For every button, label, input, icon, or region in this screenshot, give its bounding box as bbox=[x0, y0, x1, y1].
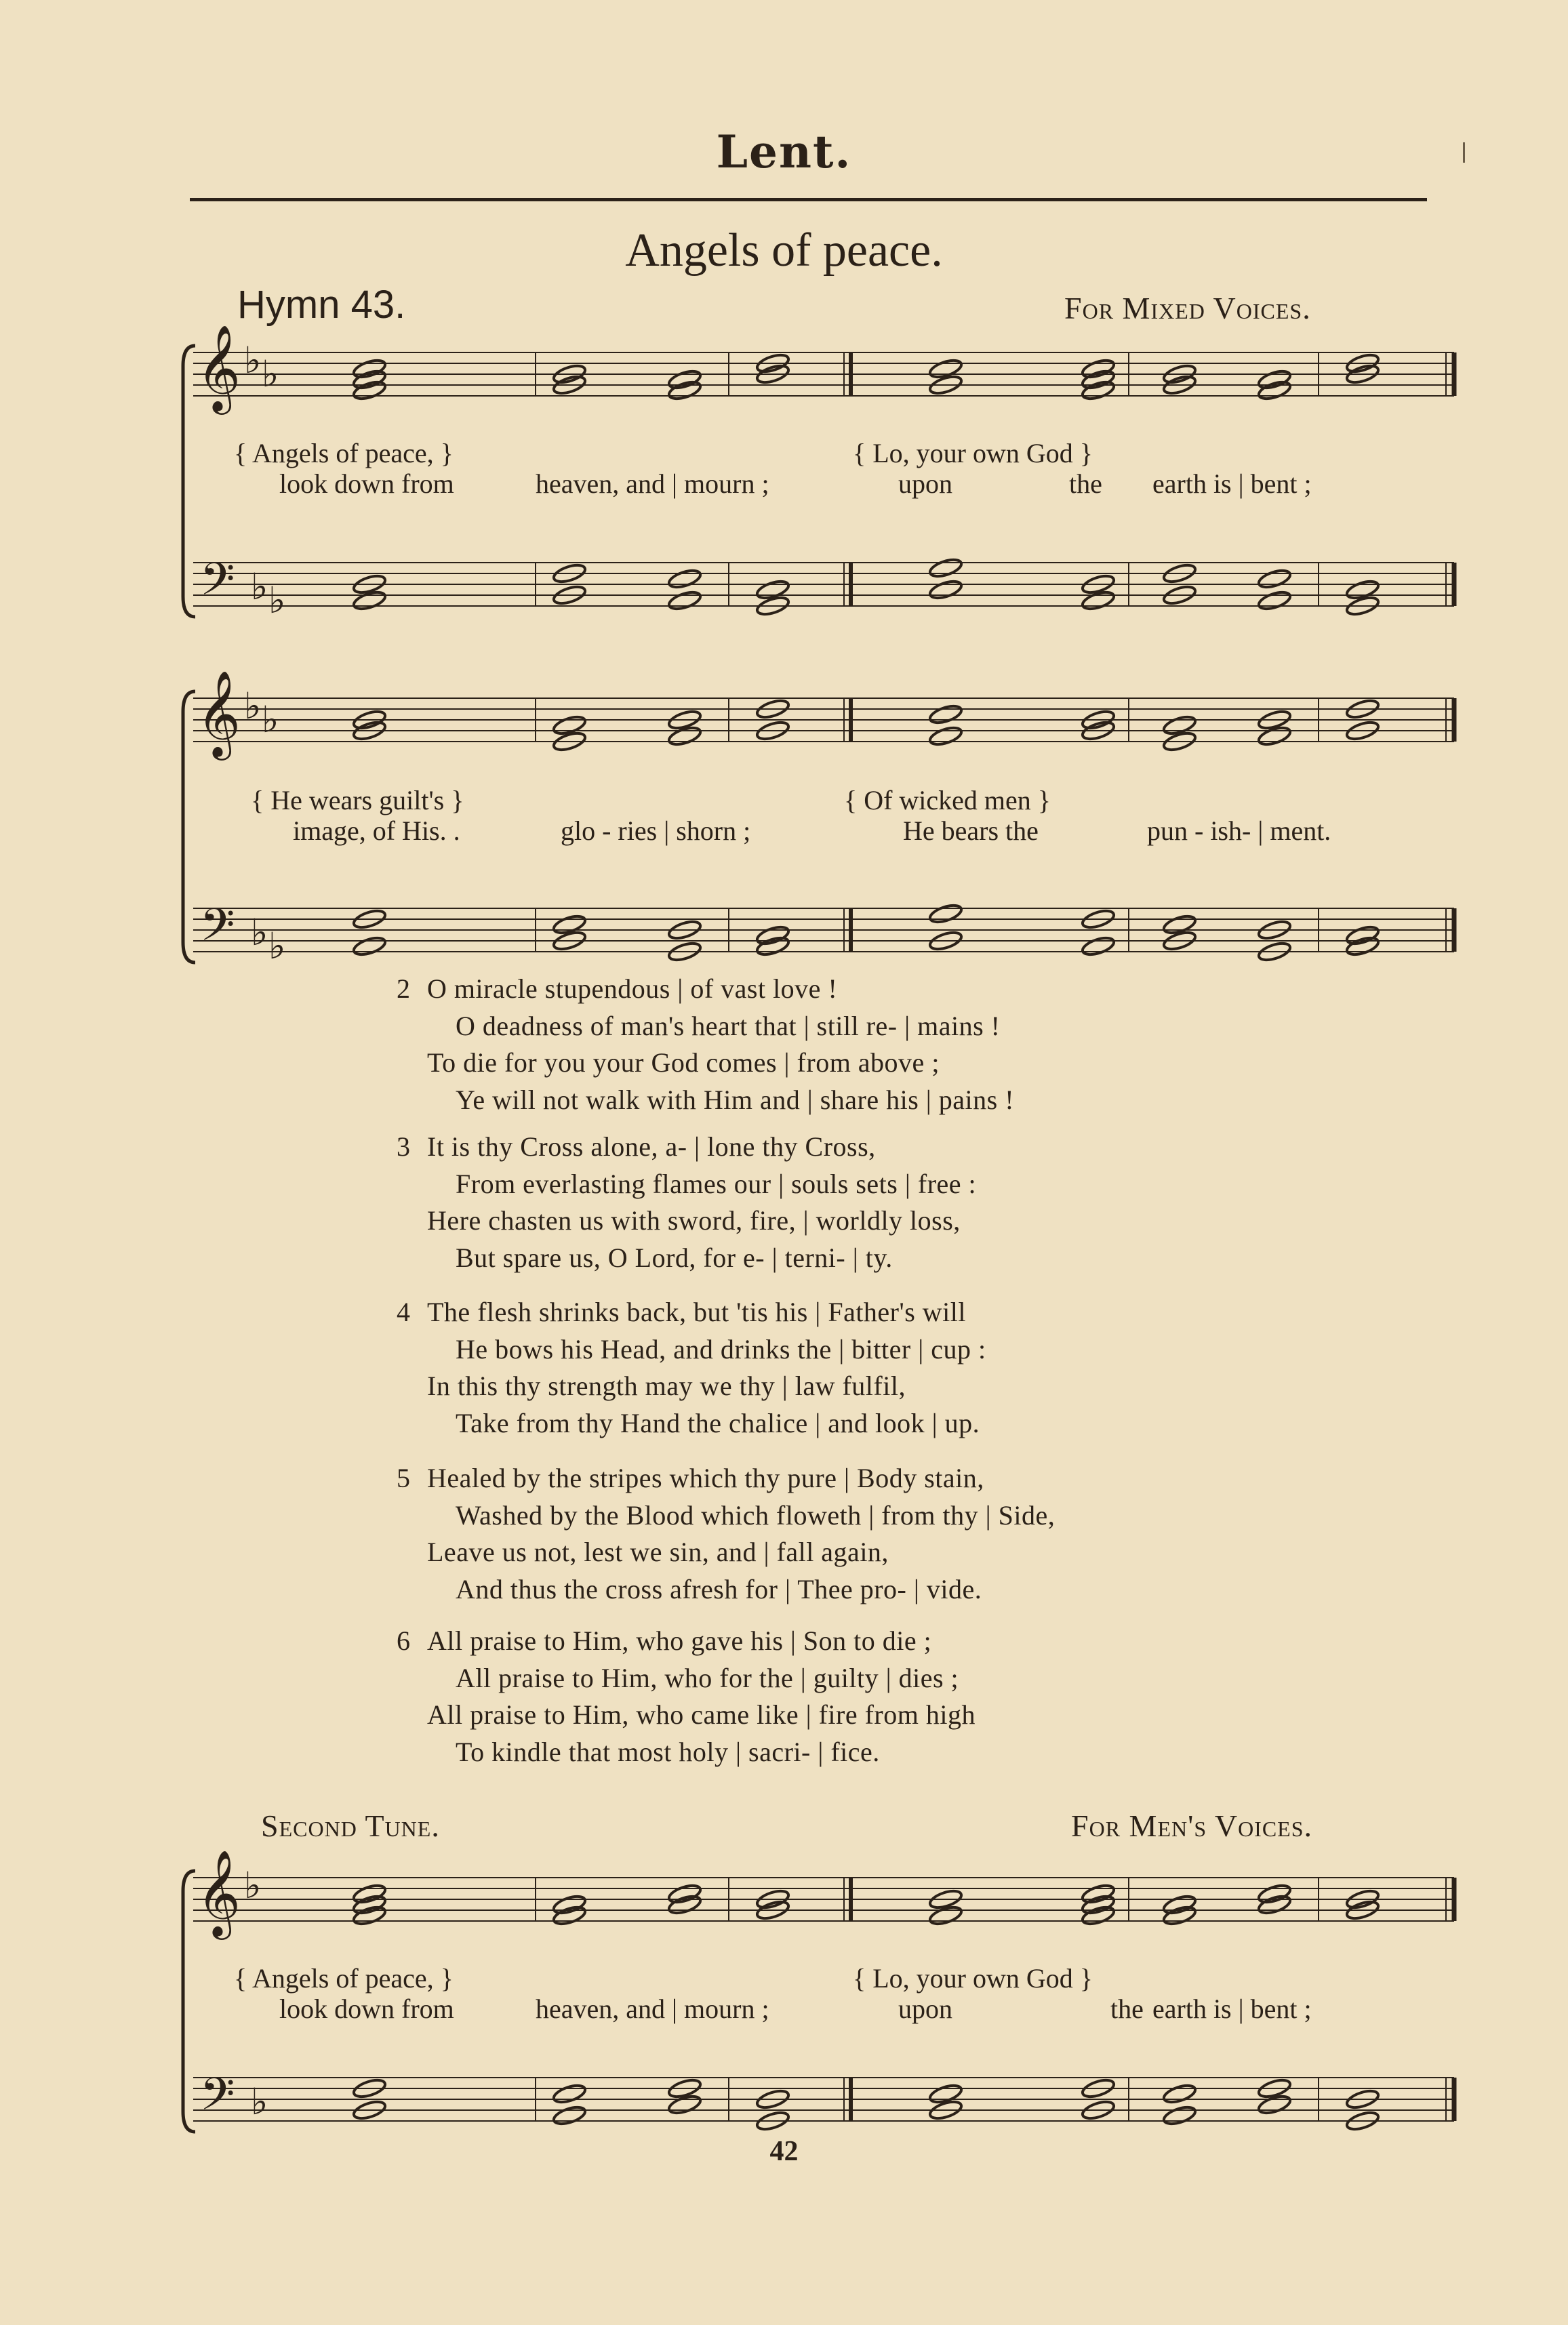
treble-clef: 𝄞 bbox=[197, 324, 241, 411]
bass-clef: 𝄢 bbox=[200, 553, 235, 616]
verse-line: Washed by the Blood which floweth | from thy | Side, bbox=[456, 1499, 1056, 1531]
verse-line: In this thy strength may we thy | law fulfil, bbox=[427, 1371, 906, 1401]
treble-clef: 𝄞 bbox=[197, 670, 241, 756]
lyric-second_tune-6: earth is | bent ; bbox=[1152, 1994, 1312, 2024]
note-head bbox=[1162, 1904, 1197, 1927]
flat-sign: ♭ bbox=[244, 685, 262, 727]
verse-number: 2 bbox=[397, 973, 411, 1004]
verse-number: 3 bbox=[397, 1131, 411, 1162]
note-head bbox=[928, 578, 963, 601]
flat-sign: ♭ bbox=[262, 352, 279, 395]
lyric-system1-3: { Lo, your own God } bbox=[853, 438, 1093, 468]
note-head bbox=[352, 935, 387, 958]
lyric-system1-1: look down from bbox=[279, 468, 454, 499]
verse-line: Healed by the stripes which thy pure | Body stain, bbox=[427, 1463, 984, 1493]
note-head bbox=[667, 567, 702, 590]
lyric-second_tune-1: look down from bbox=[279, 1994, 454, 2024]
flat-sign: ♭ bbox=[251, 911, 268, 954]
lyric-system1-2: heaven, and | mourn ; bbox=[536, 468, 769, 499]
bass-clef: 𝄢 bbox=[200, 899, 235, 962]
flat-sign: ♭ bbox=[251, 565, 268, 608]
note-head bbox=[667, 379, 702, 402]
verse-number: 4 bbox=[397, 1297, 411, 1327]
verse-line: All praise to Him, who for the | guilty | dies ; bbox=[456, 1662, 959, 1693]
note-head bbox=[1257, 567, 1292, 590]
treble-clef: 𝄞 bbox=[197, 1849, 241, 1936]
hymn-title: Angels of peace. bbox=[625, 224, 943, 277]
verse-line: The flesh shrinks back, but 'tis his | Father's will bbox=[427, 1297, 967, 1327]
lyric-system1-0: { Angels of peace, } bbox=[234, 438, 454, 468]
bass-clef: 𝄢 bbox=[200, 2068, 235, 2131]
flat-sign: ♭ bbox=[244, 339, 262, 382]
note-head bbox=[928, 703, 963, 726]
flat-sign: ♭ bbox=[244, 1864, 262, 1907]
lyric-system2-4: He bears the bbox=[903, 815, 1039, 846]
note-head bbox=[667, 589, 702, 612]
verse-line: Leave us not, lest we sin, and | fall again, bbox=[427, 1537, 889, 1567]
verse-line: Take from thy Hand the chalice | and look | up. bbox=[456, 1407, 980, 1438]
note-head bbox=[928, 725, 963, 748]
voices-label-men: For Men's Voices. bbox=[1071, 1808, 1313, 1843]
system-brace bbox=[183, 346, 195, 617]
page-number: 42 bbox=[769, 2136, 799, 2167]
lyric-system1-6: earth is | bent ; bbox=[1152, 468, 1312, 499]
note-head bbox=[928, 557, 963, 580]
note-head bbox=[928, 902, 963, 925]
note-head bbox=[552, 1904, 587, 1927]
note-head bbox=[552, 2104, 587, 2127]
verse-line: O miracle stupendous | of vast love ! bbox=[427, 973, 838, 1004]
lyric-second_tune-2: heaven, and | mourn ; bbox=[536, 1994, 769, 2024]
verse-line: It is thy Cross alone, a- | lone thy Cross, bbox=[427, 1131, 876, 1162]
verse-number: 5 bbox=[397, 1463, 411, 1493]
verse-line: From everlasting flames our | souls sets | free : bbox=[456, 1168, 977, 1199]
running-header: Lent. bbox=[716, 125, 852, 178]
note-head bbox=[1257, 589, 1292, 612]
verse-line: Here chasten us with sword, fire, | worldly loss, bbox=[427, 1205, 961, 1236]
note-head bbox=[1081, 379, 1116, 402]
note-head bbox=[552, 2082, 587, 2105]
lyric-system1-5: the bbox=[1069, 468, 1102, 499]
flat-sign: ♭ bbox=[262, 698, 279, 741]
verse-line: Ye will not walk with Him and | share his | pains ! bbox=[456, 1084, 1015, 1115]
hymn-number: Hymn 43. bbox=[237, 283, 406, 327]
lyric-system2-1: image, of His. . bbox=[293, 815, 460, 846]
lyric-system2-0: { He wears guilt's } bbox=[251, 785, 464, 815]
note-head bbox=[1162, 2104, 1197, 2127]
lyric-second_tune-0: { Angels of peace, } bbox=[234, 1963, 454, 1994]
note-head bbox=[1257, 1893, 1292, 1916]
lyric-second_tune-4: upon bbox=[898, 1994, 952, 2024]
note-head bbox=[1257, 379, 1292, 402]
note-head bbox=[352, 1904, 387, 1927]
verse-line: He bows his Head, and drinks the | bitter | cup : bbox=[456, 1333, 986, 1364]
flat-sign: ♭ bbox=[251, 2080, 268, 2123]
verse-line: All praise to Him, who came like | fire from high bbox=[427, 1699, 976, 1730]
lyric-system2-5: pun - ish- | ment. bbox=[1147, 815, 1331, 846]
verse-number: 6 bbox=[397, 1625, 411, 1656]
flat-sign: ♭ bbox=[268, 925, 286, 967]
note-head bbox=[352, 379, 387, 402]
lyric-system2-2: glo - ries | shorn ; bbox=[561, 815, 751, 846]
verse-line: All praise to Him, who gave his | Son to die ; bbox=[427, 1625, 932, 1656]
verse-line: To kindle that most holy | sacri- | fice. bbox=[456, 1736, 880, 1767]
note-head bbox=[667, 1893, 702, 1916]
verse-line: But spare us, O Lord, for e- | terni- | ty. bbox=[456, 1242, 893, 1273]
lyric-system1-4: upon bbox=[898, 468, 952, 499]
lyric-second_tune-5: the bbox=[1110, 1994, 1144, 2024]
flat-sign: ♭ bbox=[268, 579, 286, 622]
note-head bbox=[1081, 935, 1116, 958]
lyric-second_tune-3: { Lo, your own God } bbox=[853, 1963, 1093, 1994]
verse-line: To die for you your God comes | from above ; bbox=[427, 1047, 940, 1078]
note-head bbox=[1162, 2082, 1197, 2105]
verse-line: And thus the cross afresh for | Thee pro- | vide. bbox=[456, 1573, 982, 1604]
second-tune-label: Second Tune. bbox=[261, 1808, 440, 1843]
note-head bbox=[755, 935, 790, 958]
system-brace bbox=[183, 691, 195, 963]
verse-line: O deadness of man's heart that | still re- | mains ! bbox=[456, 1010, 1001, 1041]
note-head bbox=[1081, 1904, 1116, 1927]
note-head bbox=[1345, 935, 1380, 958]
voices-label-mixed: For Mixed Voices. bbox=[1064, 291, 1311, 325]
lyric-system2-3: { Of wicked men } bbox=[844, 785, 1051, 815]
